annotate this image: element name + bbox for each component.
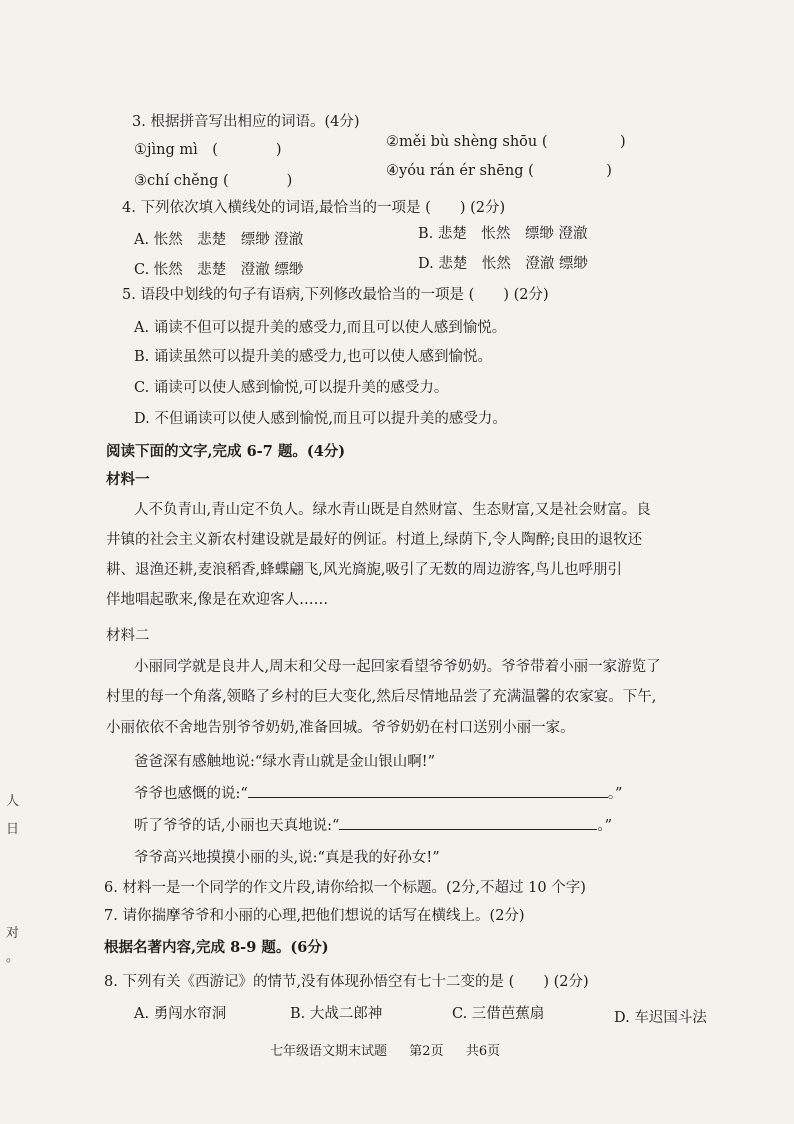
- material-1-line-2: 井镇的社会主义新农村建设就是最好的例证。村道上,绿荫下,令人陶醉;良田的退牧还: [106, 532, 643, 548]
- q5-option-c: C. 诵读可以使人感到愉悦,可以提升美的感受力。: [134, 380, 449, 396]
- material-1-line-1: 人不负青山,青山定不负人。绿水青山既是自然财富、生态财富,又是社会财富。良: [134, 502, 651, 518]
- q4-stem: 4. 下列依次填入横线处的词语,最恰当的一项是 ( ) (2分): [122, 200, 506, 216]
- footer-total: 共6页: [465, 1044, 501, 1059]
- q8-option-b: B. 大战二郎神: [290, 1006, 383, 1022]
- page-footer: [270, 1040, 500, 1059]
- q3-item-2: ②měi bù shèng shōu ( ): [386, 134, 626, 150]
- q3-item-3: ③chí chěng ( ): [134, 173, 293, 189]
- q5-option-a: A. 诵读不但可以提升美的感受力,而且可以使人感到愉悦。: [134, 320, 507, 336]
- grandpa-suffix: 。”: [607, 786, 623, 802]
- q8-option-d: D. 车迟国斗法: [614, 1010, 707, 1026]
- dad-quote: 爸爸深有感触地说:“绿水青山就是金山银山啊!”: [134, 754, 436, 770]
- q4-option-a: A. 怅然 悲楚 缥缈 澄澈: [134, 232, 304, 248]
- q8-stem: 8. 下列有关《西游记》的情节,没有体现孙悟空有七十二变的是 ( ) (2分): [104, 974, 589, 990]
- q6-stem: 6. 材料一是一个同学的作文片段,请你给拟一个标题。(2分,不超过 10 个字): [104, 880, 586, 896]
- xiaoli-suffix: 。”: [597, 818, 613, 834]
- q4-option-d: D. 悲楚 怅然 澄澈 缥缈: [418, 256, 588, 272]
- material-1-title: 材料一: [106, 471, 150, 488]
- xiaoli-prefix: 听了爷爷的话,小丽也天真地说:“: [134, 818, 340, 834]
- grandpa-praise: 爷爷高兴地摸摸小丽的头,说:“真是我的好孙女!”: [134, 850, 440, 866]
- material-1-line-3: 耕、退渔还耕,麦浪稻香,蜂蝶翩飞,风光旖旎,吸引了无数的周边游客,鸟儿也呼朋引: [106, 562, 623, 578]
- material-2-line-3: 小丽依依不舍地告别爷爷奶奶,准备回城。爷爷奶奶在村口送别小丽一家。: [106, 720, 575, 736]
- grandpa-answer-line: [134, 784, 622, 804]
- q4-option-c: C. 怅然 悲楚 澄澈 缥缈: [134, 262, 304, 278]
- q8-option-a: A. 勇闯水帘洞: [134, 1006, 227, 1022]
- xiaoli-answer-blank[interactable]: [339, 817, 597, 830]
- xiaoli-answer-line: [134, 816, 612, 836]
- q5-option-b: B. 诵读虽然可以提升美的感受力,也可以使人感到愉悦。: [134, 349, 492, 365]
- q3-item-1: ①jìng mì ( ): [134, 142, 282, 158]
- grandpa-prefix: 爷爷也感慨的说:“: [134, 786, 248, 802]
- q7-stem: 7. 请你揣摩爷爷和小丽的心理,把他们想说的话写在横线上。(2分): [104, 908, 525, 924]
- q3-stem: 3. 根据拼音写出相应的词语。(4分): [132, 114, 360, 130]
- material-2-line-1: 小丽同学就是良井人,周末和父母一起回家看望爷爷奶奶。爷爷带着小丽一家游览了: [134, 659, 661, 675]
- margin-mark-2: 日: [6, 822, 20, 837]
- q3-item-4: ④yóu rán ér shēng ( ): [386, 163, 612, 179]
- reading-heading: 阅读下面的文字,完成 6-7 题。(4分): [106, 443, 346, 460]
- material-2-title: 材料二: [106, 628, 150, 644]
- q5-option-d: D. 不但诵读可以使人感到愉悦,而且可以提升美的感受力。: [134, 411, 507, 427]
- grandpa-answer-blank[interactable]: [248, 785, 608, 798]
- margin-mark-1: 人: [6, 794, 20, 809]
- classics-heading: 根据名著内容,完成 8-9 题。(6分): [104, 939, 329, 956]
- q8-option-c: C. 三借芭蕉扇: [452, 1006, 545, 1022]
- margin-mark-3: 对: [6, 926, 20, 941]
- q4-option-b: B. 悲楚 怅然 缥缈 澄澈: [418, 226, 588, 242]
- material-2-line-2: 村里的每一个角落,领略了乡村的巨大变化,然后尽情地品尝了充满温馨的农家宴。下午,: [106, 689, 657, 705]
- material-1-line-4: 伴地唱起歌来,像是在欢迎客人……: [106, 592, 329, 608]
- footer-page: 第2页: [409, 1044, 444, 1059]
- bleed-through-text: [470, 98, 764, 117]
- footer-title: 七年级语文期末试题: [270, 1044, 388, 1059]
- margin-mark-4: 。: [6, 950, 20, 965]
- q5-stem: 5. 语段中划线的句子有语病,下列修改最恰当的一项是 ( ) (2分): [122, 287, 549, 303]
